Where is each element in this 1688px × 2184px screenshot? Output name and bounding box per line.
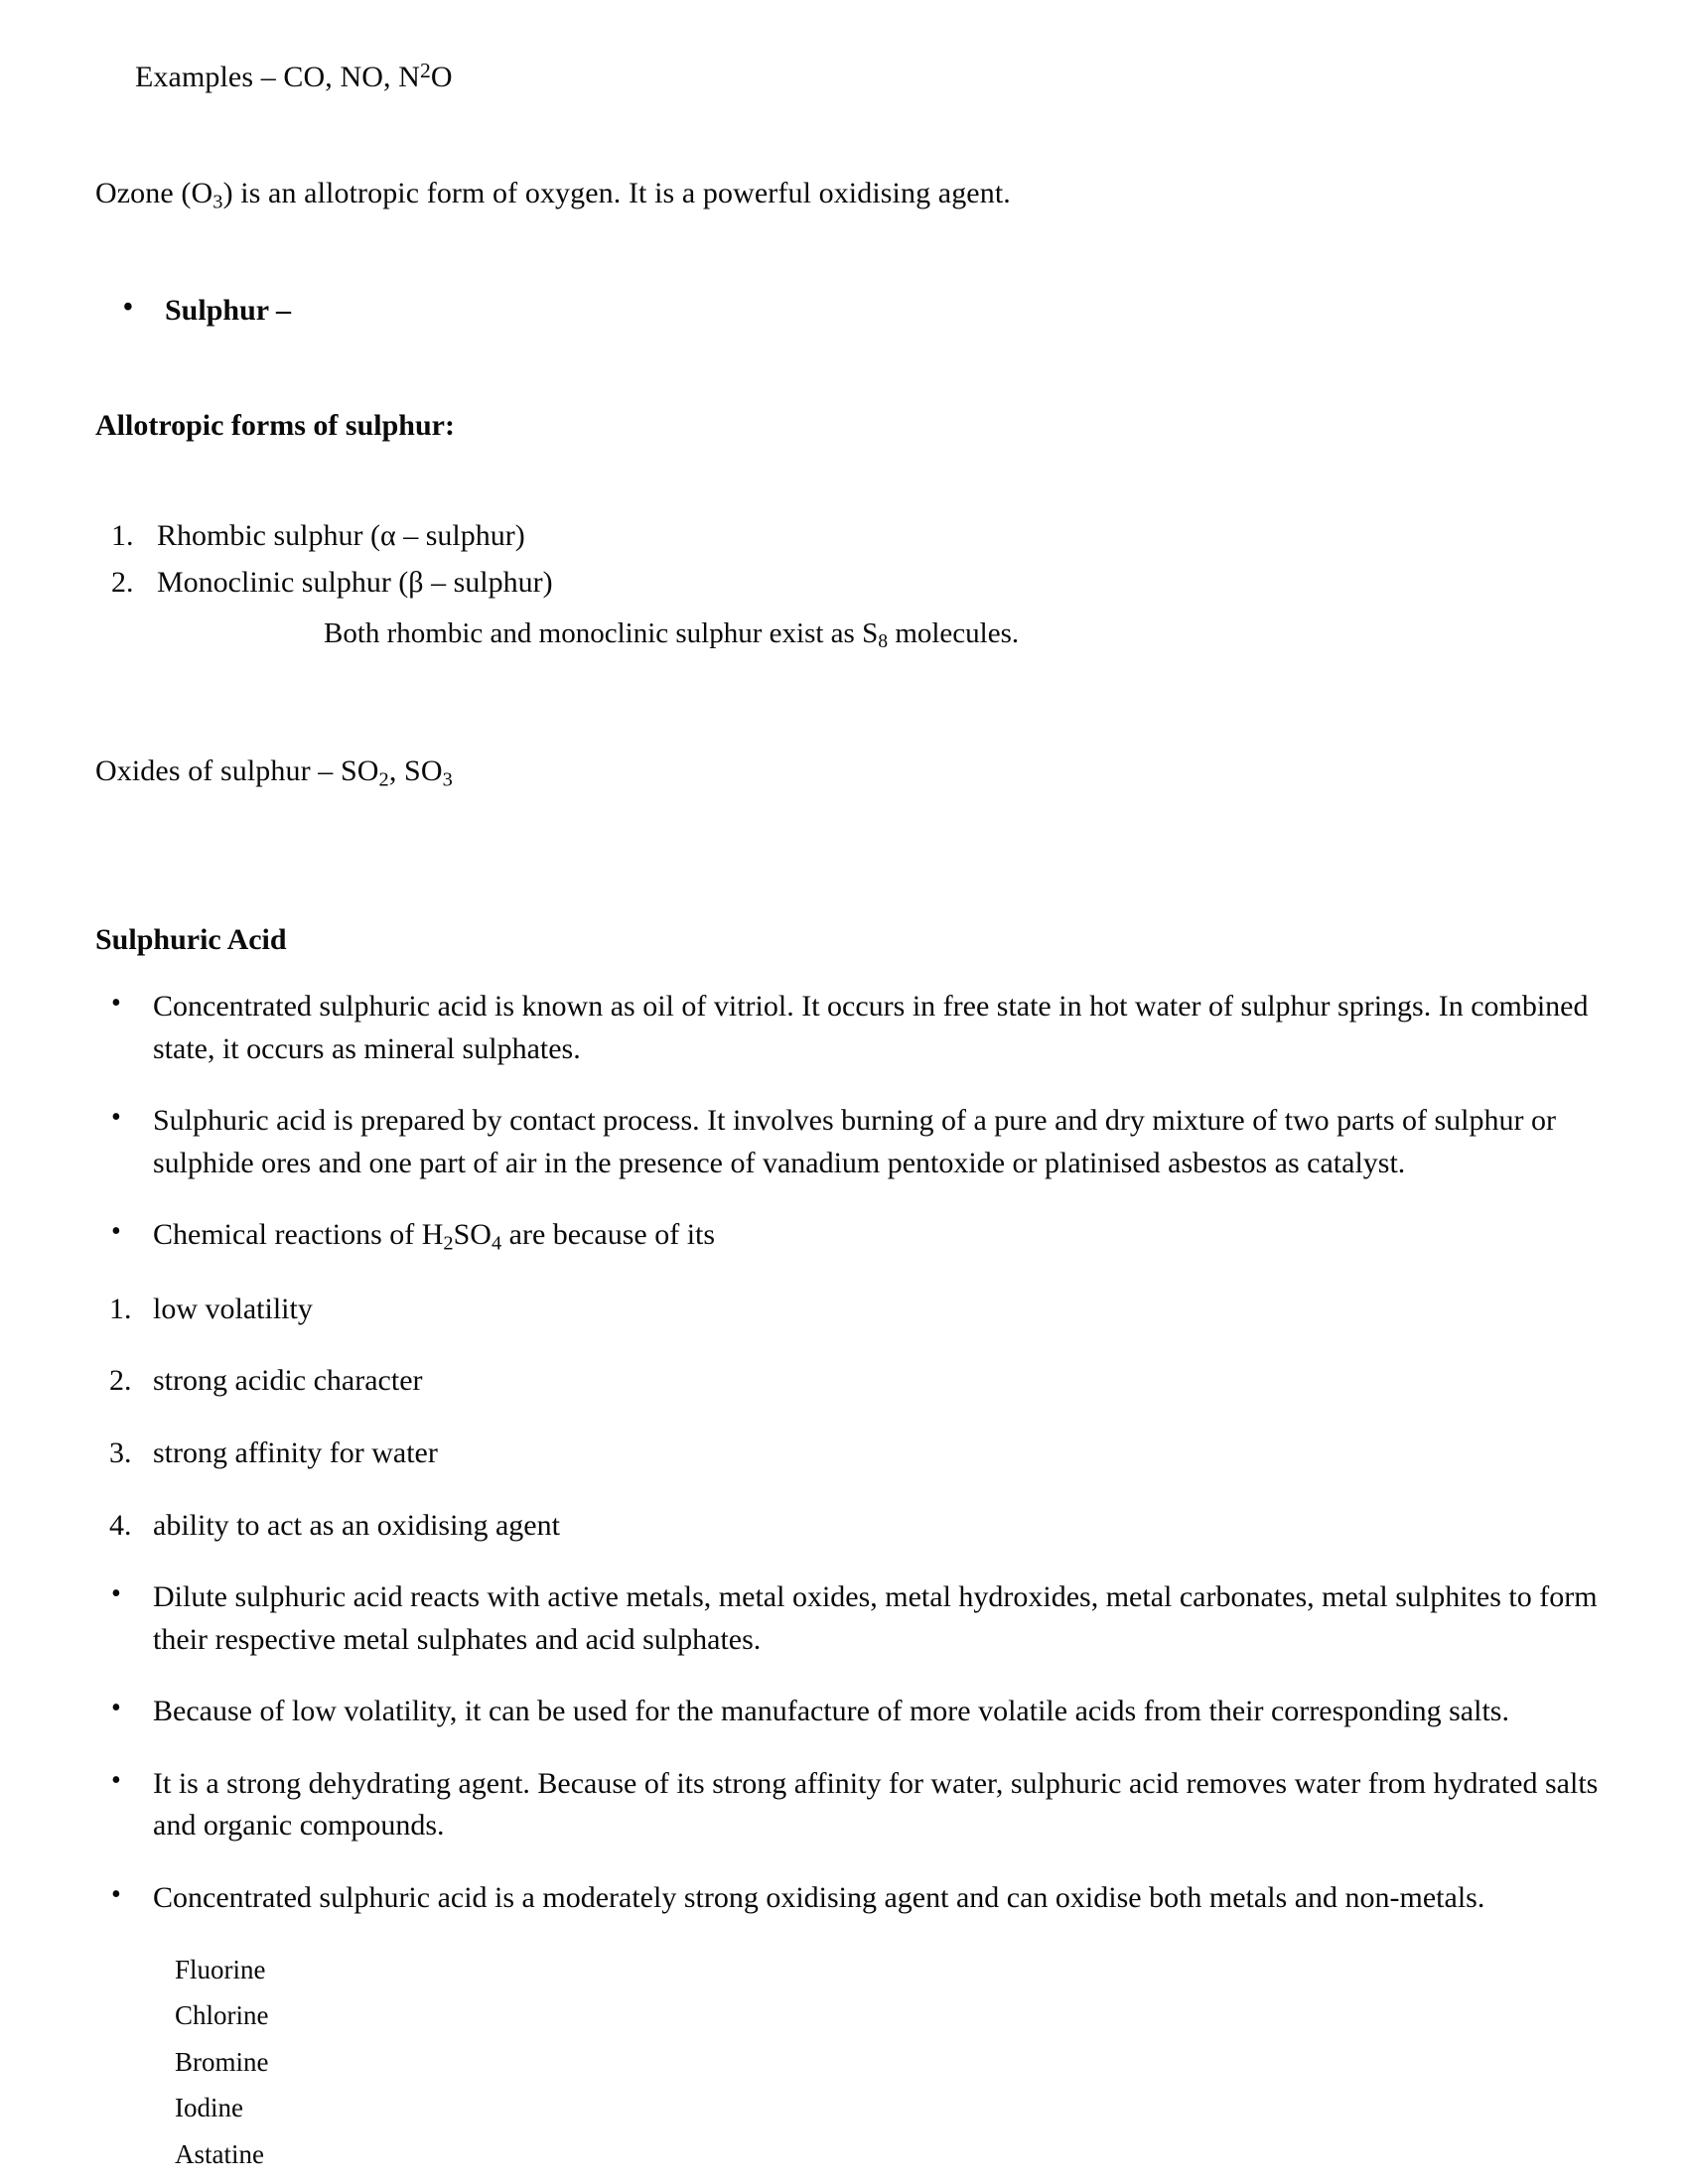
examples-text: Examples – CO, NO, N xyxy=(135,61,420,94)
allotropic-forms-heading: Allotropic forms of sulphur: xyxy=(95,408,455,442)
list-item: ability to act as an oxidising agent xyxy=(153,1508,560,1542)
s8-note-text-b: molecules. xyxy=(888,617,1020,650)
s8-molecules-note xyxy=(95,614,1615,655)
spacer xyxy=(95,246,1615,290)
reaction-reasons-list xyxy=(95,1289,1615,1547)
examples-line xyxy=(135,56,1615,99)
spacer xyxy=(95,362,1615,406)
spacer xyxy=(95,472,1615,515)
oxides-text-a: Oxides of sulphur – SO xyxy=(95,754,379,788)
list-item: • Dilute sulphuric acid reacts with active metals, metal oxides, metal hydroxides, metal carbonates, metal sulphites to form their respective metal sulphates and acid sulphates. xyxy=(95,1576,1615,1661)
list-item: • Concentrated sulphuric acid is a moderately strong oxidising agent and can oxidise both metals and non-metals. xyxy=(95,1877,1615,1920)
h2so4-subscript-4: 4 xyxy=(491,1232,502,1255)
list-item-chemical-reactions xyxy=(95,1214,1615,1258)
chemical-reactions-prefix: Chemical reactions of H xyxy=(153,1218,444,1252)
allotropic-forms-list xyxy=(95,515,1615,604)
sulphuric-acid-heading: Sulphuric Acid xyxy=(95,922,287,956)
chemical-reactions-suffix: are because of its xyxy=(501,1218,716,1252)
so3-subscript-3: 3 xyxy=(442,768,453,791)
list-item: Chlorine xyxy=(175,2000,269,2031)
list-item: • It is a strong dehydrating agent. Because of its strong affinity for water, sulphuric acid removes water from hydrated salts and organic compounds. xyxy=(95,1763,1615,1847)
oxides-of-sulphur-line xyxy=(95,751,1615,794)
s8-note-text-a: Both rhombic and monoclinic sulphur exist as S xyxy=(324,617,879,650)
so2-subscript-2: 2 xyxy=(378,768,389,791)
s8-subscript-8: 8 xyxy=(878,630,889,653)
sulphur-bullet-list xyxy=(95,290,1615,333)
list-item: Astatine xyxy=(175,2138,264,2169)
list-item: • Concentrated sulphuric acid is known as oil of vitriol. It occurs in free state in hot water of sulphur springs. In combined state, it occurs as mineral sulphates. xyxy=(95,986,1615,1070)
examples-text-suffix: O xyxy=(430,61,453,94)
list-item: strong affinity for water xyxy=(153,1435,438,1469)
list-item: Monoclinic sulphur (β – sulphur) xyxy=(157,565,553,599)
ozone-text-a: Ozone (O xyxy=(95,176,213,209)
list-item: Rhombic sulphur (α – sulphur) xyxy=(157,519,525,553)
spacer xyxy=(95,129,1615,173)
spacer xyxy=(95,825,1615,920)
examples-superscript-2: 2 xyxy=(419,59,431,82)
list-item: • Because of low volatility, it can be used for the manufacture of more volatile acids from their corresponding salts. xyxy=(95,1691,1615,1733)
ozone-paragraph xyxy=(95,173,1615,216)
list-item: Fluorine xyxy=(175,1954,266,1984)
list-item: Bromine xyxy=(175,2046,269,2077)
list-item: • Sulphuric acid is prepared by contact process. It involves burning of a pure and dry mixture of two parts of sulphur or sulphide ores and one part of air in the presence of vanadium pentoxide or platinised asbestos as catalyst. xyxy=(95,1100,1615,1184)
ozone-text-b: ) is an allotropic form of oxygen. It is a powerful oxidising agent. xyxy=(222,176,1011,209)
h2so4-subscript-2: 2 xyxy=(443,1232,454,1255)
oxides-text-mid: , SO xyxy=(388,754,443,788)
spacer xyxy=(95,655,1615,751)
list-item: Iodine xyxy=(175,2093,243,2123)
sulphur-bullet-label: Sulphur – xyxy=(165,293,292,327)
halogen-list xyxy=(95,1950,1615,2175)
list-item xyxy=(95,290,1615,333)
document-content xyxy=(95,56,1615,2180)
list-item: low volatility xyxy=(153,1292,313,1325)
ozone-subscript-3: 3 xyxy=(212,190,223,212)
sulphuric-acid-bullets-top xyxy=(95,986,1615,1259)
list-item: strong acidic character xyxy=(153,1364,423,1398)
chemical-reactions-mid: SO xyxy=(453,1218,492,1252)
sulphuric-acid-bullets-bottom xyxy=(95,1576,1615,1920)
